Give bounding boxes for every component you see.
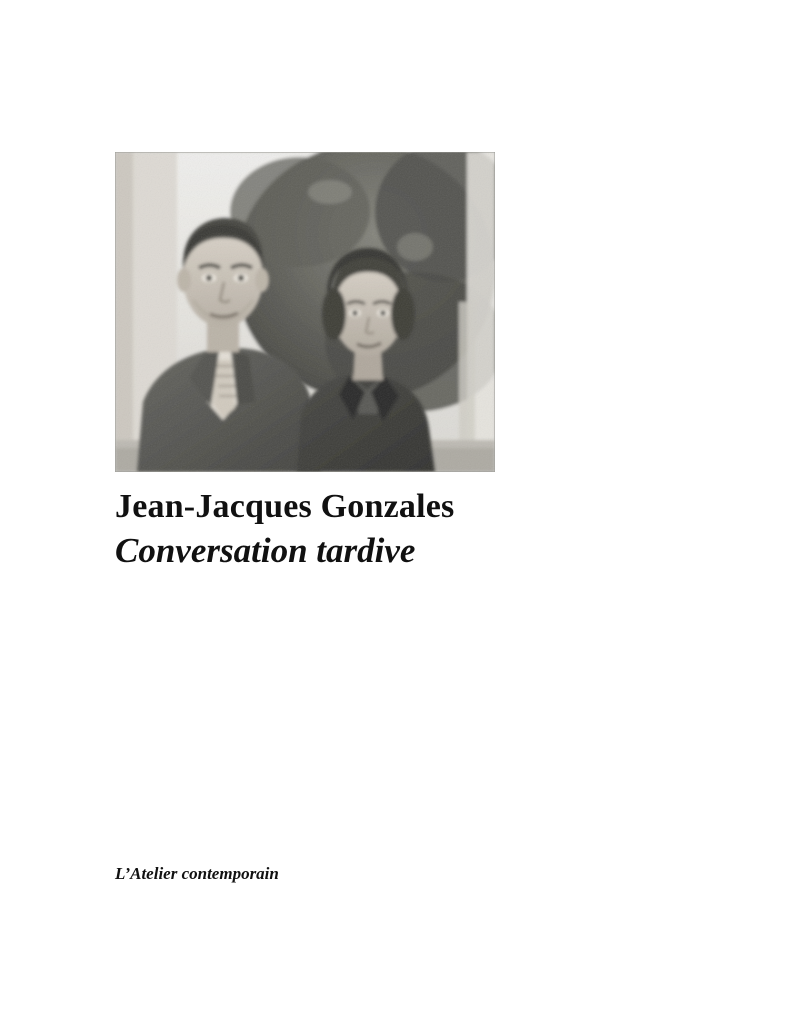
cover-photograph: [115, 152, 495, 472]
author-name: Jean-Jacques Gonzales: [115, 488, 455, 525]
publisher-name: L’Atelier contemporain: [115, 864, 279, 883]
book-title: Conversation tardive: [115, 531, 416, 571]
cover-photograph-image: [115, 152, 495, 472]
title-block: [115, 488, 735, 572]
